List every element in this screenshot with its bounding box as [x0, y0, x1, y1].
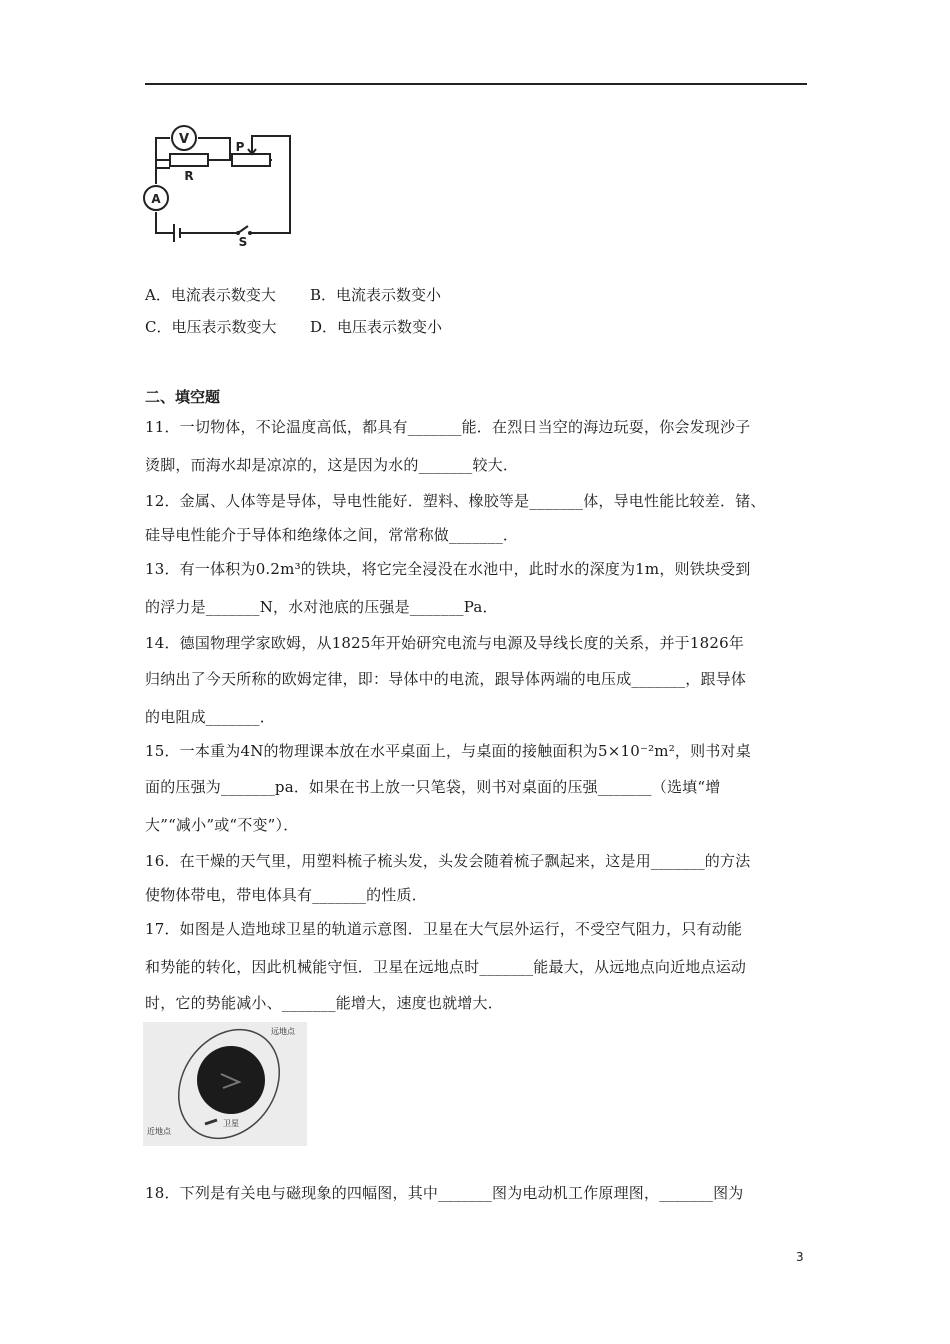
near-point-label: 近地点 — [147, 1127, 171, 1136]
question-line: 16．在干燥的天气里，用塑料梳子梳头发，头发会随着梳子飘起来，这是用_______的方法 — [145, 852, 751, 870]
question-line: 的浮力是_______N，水对池底的压强是_______Pa． — [145, 598, 498, 616]
option-b: B．电流表示数变小 — [310, 286, 442, 304]
question-line: 14．德国物理学家欧姆，从1825年开始研究电流与电源及导线长度的关系，并于1826年 — [145, 634, 745, 652]
rheostat — [232, 154, 270, 166]
question-line: 烫脚，而海水却是凉凉的，这是因为水的_______较大． — [145, 456, 519, 474]
switch-label: S — [238, 235, 248, 248]
question-line: 17．如图是人造地球卫星的轨道示意图．卫星在大气层外运行，不受空气阻力，只有动能 — [145, 920, 743, 938]
question-line: 时，它的势能减小、_______能增大，速度也就增大． — [145, 994, 503, 1012]
satellite-label: 卫星 — [223, 1119, 239, 1128]
option-c: C．电压表示数变大 — [145, 318, 277, 336]
question-line: 面的压强为_______pa．如果在书上放一只笔袋，则书对桌面的压强_______（选填“增 — [145, 778, 721, 796]
satellite-orbit-figure — [143, 1022, 307, 1146]
page-number: 3 — [796, 1250, 804, 1264]
battery-icon — [174, 224, 180, 242]
earth-icon — [197, 1046, 265, 1114]
question-line: 使物体带电，带电体具有_______的性质． — [145, 886, 427, 904]
option-d: D．电压表示数变小 — [310, 318, 443, 336]
header-rule — [145, 83, 807, 85]
question-line: 15．一本重为4N的物理课本放在水平桌面上，与桌面的接触面积为5×10⁻²m²，则书对桌 — [145, 742, 751, 760]
section-title: 二、填空题 — [145, 388, 221, 406]
question-line: 的电阻成_______． — [145, 708, 275, 726]
question-line: 大”“减小”或“不变”）． — [145, 816, 299, 834]
far-point-label: 远地点 — [271, 1027, 295, 1036]
option-a: A．电流表示数变大 — [145, 286, 276, 304]
ammeter-label: A — [151, 192, 161, 206]
question-line: 11．一切物体，不论温度高低，都具有_______能．在烈日当空的海边玩耍，你会发现沙子 — [145, 418, 751, 436]
resistor-label: R — [184, 169, 194, 183]
question-line: 归纳出了今天所称的欧姆定律，即：导体中的电流，跟导体两端的电压成_______，跟导体 — [145, 670, 747, 688]
slider-label: P — [235, 140, 245, 154]
resistor-r — [170, 154, 208, 166]
circuit-diagram — [142, 118, 302, 248]
question-line: 18．下列是有关电与磁现象的四幅图，其中_______图为电动机工作原理图，_______图为 — [145, 1184, 744, 1202]
question-line: 硅导电性能介于导体和绝缘体之间，常常称做_______． — [145, 526, 519, 544]
question-line: 12．金属、人体等是导体，导电性能好．塑料、橡胶等是_______体，导电性能比较差．锗、 — [145, 492, 766, 510]
voltmeter-label: V — [178, 132, 190, 147]
question-line: 和势能的转化，因此机械能守恒．卫星在远地点时_______能最大，从远地点向近地点运动 — [145, 958, 747, 976]
question-line: 13．有一体积为0.2m³的铁块，将它完全浸没在水池中，此时水的深度为1m，则铁块受到 — [145, 560, 751, 578]
